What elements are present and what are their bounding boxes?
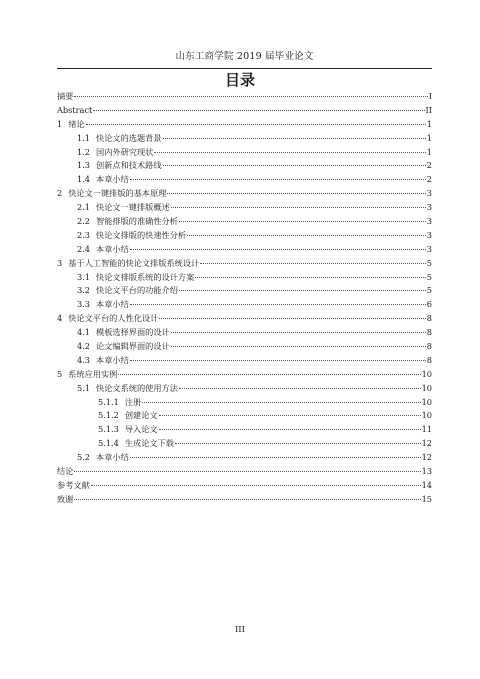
toc-entry[interactable] <box>57 326 432 340</box>
toc-entry-label: 参考文献 <box>57 479 90 490</box>
toc-entry-label: 本章小结 <box>96 354 129 365</box>
toc-entry-page: 2 <box>426 174 432 185</box>
toc-entry[interactable] <box>57 159 432 173</box>
toc-dot-leader <box>130 457 421 458</box>
toc-entry-label: 快论文的选题背景 <box>96 132 162 143</box>
toc-entry-label: 快论文平台的人性化设计 <box>68 313 159 324</box>
toc-entry-label: 国内外研究现状 <box>96 146 154 157</box>
toc-entry-page: 13 <box>421 466 432 477</box>
toc-entry-page: 12 <box>421 438 432 449</box>
toc-entry[interactable] <box>57 493 432 507</box>
toc-dot-leader <box>163 165 426 166</box>
toc-entry-page: 11 <box>421 424 432 435</box>
toc-dot-leader <box>130 360 426 361</box>
toc-dot-leader <box>175 443 421 444</box>
toc-entry-label: 本章小结 <box>96 452 129 463</box>
toc-entry-number: 3.1 <box>77 271 91 282</box>
toc-entry-label: Abstract <box>57 104 93 115</box>
toc-entry[interactable] <box>57 118 432 132</box>
toc-entry-page: 3 <box>426 188 432 199</box>
toc-dot-leader <box>130 179 426 180</box>
toc-dot-leader <box>200 263 426 264</box>
toc-entry-label: 绪论 <box>68 118 85 129</box>
toc-entry-label: 快论文一键排版的基本原理 <box>68 188 167 199</box>
toc-entry-number: 5.1.1 <box>98 396 119 407</box>
toc-dot-leader <box>187 235 426 236</box>
toc-entry[interactable] <box>57 146 432 160</box>
toc-dot-leader <box>118 374 420 375</box>
toc-entry-number: 2 <box>57 188 63 199</box>
toc-entry[interactable] <box>57 368 432 382</box>
toc-entry-label: 快论文排版的快速性分析 <box>96 229 187 240</box>
toc-entry-label: 本章小结 <box>96 243 129 254</box>
toc-entry-label: 摘要 <box>57 91 74 101</box>
toc-dot-leader <box>93 110 424 111</box>
toc-entry-page: I <box>428 91 432 101</box>
toc-entry[interactable] <box>57 229 432 243</box>
toc-entry-label: 结论 <box>57 466 74 477</box>
toc-dot-leader <box>171 332 426 333</box>
toc-entry-page: 14 <box>421 479 432 490</box>
toc-entry-page: 10 <box>421 368 432 379</box>
toc-entry-page: 6 <box>426 299 432 310</box>
toc-entry-number: 1 <box>57 118 63 129</box>
toc-entry[interactable] <box>57 409 432 423</box>
toc-entry-page: 8 <box>426 341 432 352</box>
toc-dot-leader <box>159 415 421 416</box>
toc-dot-leader <box>179 388 421 389</box>
toc-entry-label: 生成论文下载 <box>124 438 174 449</box>
toc-entry[interactable] <box>57 215 432 229</box>
toc-entry[interactable] <box>57 354 432 368</box>
toc-entry[interactable] <box>57 271 432 285</box>
toc-entry[interactable] <box>57 479 432 493</box>
toc-entry-number: 1.2 <box>77 146 91 157</box>
toc-entry-page: 10 <box>421 382 432 393</box>
toc-dot-leader <box>86 124 426 125</box>
toc-entry-number: 4 <box>57 313 63 324</box>
toc-entry-number: 4.2 <box>77 341 91 352</box>
toc-entry-number: 2.1 <box>77 202 91 213</box>
toc-entry-label: 快论文系统的使用方法 <box>96 382 178 393</box>
toc-entry[interactable] <box>57 451 432 465</box>
toc-entry-number: 4.1 <box>77 327 91 338</box>
toc-entry[interactable] <box>57 187 432 201</box>
toc-entry-number: 5.1.4 <box>98 438 119 449</box>
toc-entry-label: 智能排版的准确性分析 <box>96 216 178 227</box>
toc-entry-page: 1 <box>426 146 432 157</box>
toc-entry-label: 致谢 <box>57 493 74 504</box>
toc-entry-label: 注册 <box>124 396 142 407</box>
toc-entry[interactable] <box>57 396 432 410</box>
toc-entry-number: 1.1 <box>77 132 91 143</box>
toc-entry[interactable] <box>57 284 432 298</box>
toc-entry-number: 5.1.3 <box>98 424 119 435</box>
toc-entry-number: 5.2 <box>77 452 91 463</box>
toc-dot-leader <box>159 429 421 430</box>
toc-dot-leader <box>91 485 421 486</box>
toc-entry[interactable] <box>57 340 432 354</box>
toc-entry-number: 3.3 <box>77 299 91 310</box>
toc-entry-page: 2 <box>426 160 432 171</box>
toc-entry-number: 2.3 <box>77 229 91 240</box>
toc-entry-label: 本章小结 <box>96 174 129 185</box>
toc-dot-leader <box>74 96 427 97</box>
toc-entry-page: 3 <box>426 216 432 227</box>
toc-entry[interactable] <box>57 298 432 312</box>
toc-entry-page: 12 <box>421 452 432 463</box>
toc-dot-leader <box>163 138 426 139</box>
toc-dot-leader <box>171 207 426 208</box>
toc-entry[interactable] <box>57 257 432 271</box>
toc-dot-leader <box>142 402 420 403</box>
toc-entry-page: 1 <box>426 118 432 129</box>
toc-entry-label: 快论文平台的功能介绍 <box>96 285 178 296</box>
toc-entry-page: 10 <box>421 396 432 407</box>
toc-entry-page: 5 <box>426 285 432 296</box>
toc-dot-leader <box>74 499 420 500</box>
toc-dot-leader <box>154 152 425 153</box>
toc-entry[interactable] <box>57 437 432 451</box>
toc-dot-leader <box>130 304 426 305</box>
toc-entry[interactable] <box>57 243 432 257</box>
toc-dot-leader <box>130 249 426 250</box>
toc-dot-leader <box>179 290 426 291</box>
toc-entry[interactable] <box>57 423 432 437</box>
toc-entry-page: 3 <box>426 243 432 254</box>
toc-dot-leader <box>195 277 425 278</box>
toc-entry-page: 15 <box>421 493 432 504</box>
toc-entry-number: 2.2 <box>77 216 91 227</box>
toc-entry[interactable] <box>57 382 432 396</box>
toc-entry-label: 导入论文 <box>124 424 158 435</box>
toc-entry-label: 系统应用实例 <box>68 368 118 379</box>
toc-entry-label: 本章小结 <box>96 299 129 310</box>
page-number: III <box>234 625 246 635</box>
toc-entry[interactable] <box>57 312 432 326</box>
toc-entry-number: 5 <box>57 368 63 379</box>
toc-entry-label: 论文编辑界面的设计 <box>96 341 170 352</box>
toc-dot-leader <box>179 221 426 222</box>
toc-entry-number: 1.3 <box>77 160 91 171</box>
toc-entry-label: 创新点和技术路线 <box>96 160 162 171</box>
toc-entry-page: 5 <box>426 271 432 282</box>
toc-entry-number: 4.3 <box>77 354 91 365</box>
toc-entry[interactable] <box>57 465 432 479</box>
toc-entry-label: 快论文排版系统的设计方案 <box>96 271 195 282</box>
header-text: 山东工商学院 2019 届毕业论文 <box>175 51 314 62</box>
toc-entry[interactable] <box>57 201 432 215</box>
table-of-contents <box>57 90 432 507</box>
toc-entry-page: 8 <box>426 313 432 324</box>
toc-entry[interactable] <box>57 90 432 104</box>
toc-entry-page: 8 <box>426 354 432 365</box>
toc-entry-label: 基于人工智能的快论文排版系统设计 <box>68 257 200 268</box>
toc-entry-page: 10 <box>421 410 432 421</box>
toc-dot-leader <box>167 193 425 194</box>
toc-title: 目录 <box>224 71 255 89</box>
page-header <box>57 48 432 69</box>
toc-entry-number: 3.2 <box>77 285 91 296</box>
toc-entry[interactable] <box>57 104 432 118</box>
toc-dot-leader <box>74 471 420 472</box>
toc-entry-number: 5.1 <box>77 382 91 393</box>
toc-dot-leader <box>171 346 426 347</box>
toc-entry-page: 5 <box>426 257 432 268</box>
toc-entry-page: 1 <box>426 132 432 143</box>
toc-entry-label: 模板选择界面的设计 <box>96 327 170 338</box>
toc-entry-number: 2.4 <box>77 243 91 254</box>
toc-entry-number: 5.1.2 <box>98 410 119 421</box>
toc-dot-leader <box>159 318 425 319</box>
toc-entry-page: 8 <box>426 327 432 338</box>
toc-entry-label: 快论文一键排版概述 <box>96 202 170 213</box>
toc-entry[interactable] <box>57 132 432 146</box>
toc-entry-page: II <box>425 104 432 115</box>
toc-entry-page: 3 <box>426 202 432 213</box>
toc-entry-page: 3 <box>426 229 432 240</box>
toc-entry[interactable] <box>57 173 432 187</box>
toc-entry-label: 创建论文 <box>124 410 158 421</box>
toc-entry-number: 1.4 <box>77 174 91 185</box>
toc-entry-number: 3 <box>57 257 63 268</box>
